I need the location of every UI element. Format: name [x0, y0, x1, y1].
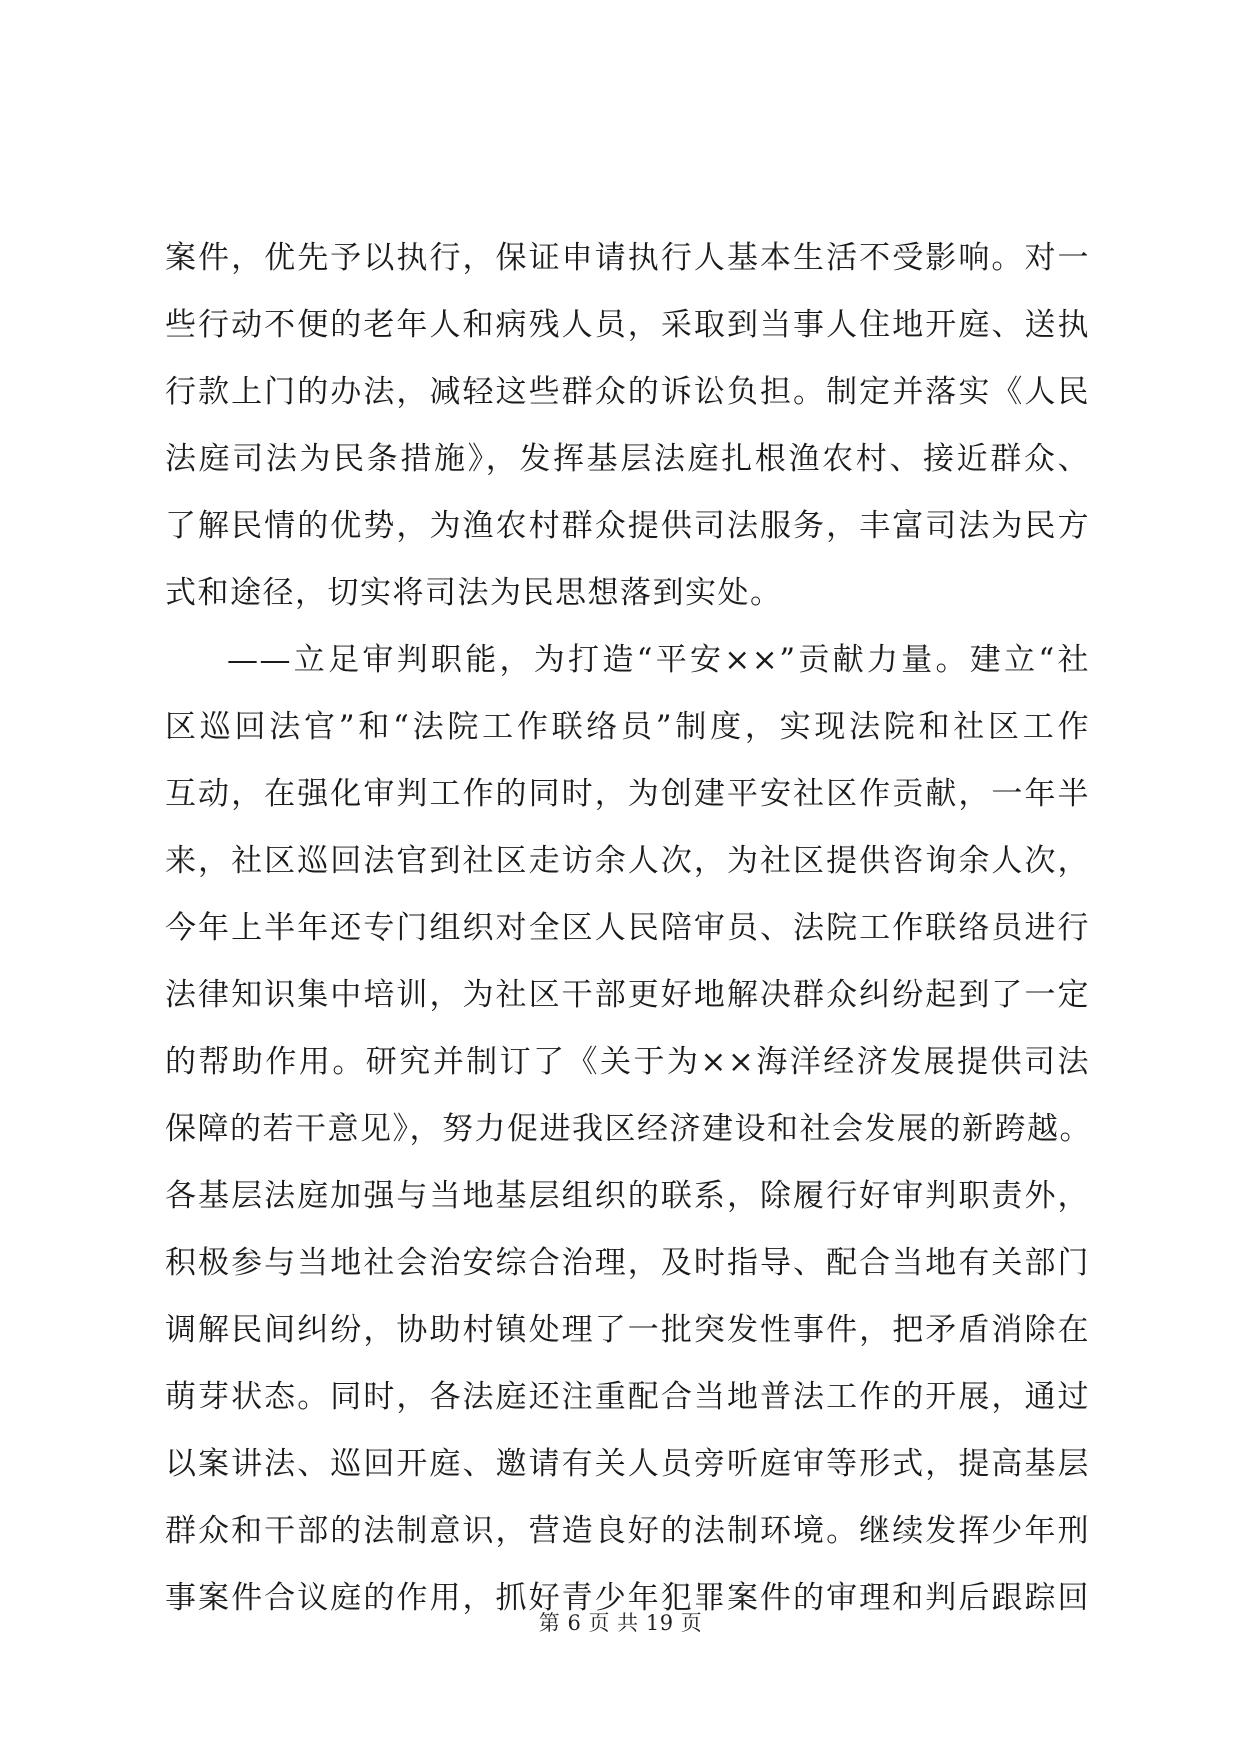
text-line: 互动，在强化审判工作的同时，为创建平安社区作贡献，一年半	[165, 776, 1090, 812]
text-line: 今年上半年还专门组织对全区人民陪审员、法院工作联络员进行	[165, 910, 1090, 946]
text-line: 法律知识集中培训，为社区干部更好地解决群众纠纷起到了一定	[165, 977, 1090, 1013]
text-line: 的帮助作用。研究并制订了《关于为××海洋经济发展提供司法	[165, 1044, 1090, 1080]
text-line: 了解民情的优势，为渔农村群众提供司法服务，丰富司法为民方	[165, 508, 1090, 544]
text-line: 以案讲法、巡回开庭、邀请有关人员旁听庭审等形式，提高基层	[165, 1446, 1090, 1482]
text-line: 行款上门的办法，减轻这些群众的诉讼负担。制定并落实《人民	[165, 374, 1090, 410]
body-text	[165, 225, 1090, 1632]
text-line: 区巡回法官”和“法院工作联络员”制度，实现法院和社区工作	[165, 709, 1090, 745]
text-line: 来，社区巡回法官到社区走访余人次，为社区提供咨询余人次，	[165, 843, 1090, 879]
text-line: 法庭司法为民条措施》，发挥基层法庭扎根渔农村、接近群众、	[165, 441, 1090, 477]
text-line: 各基层法庭加强与当地基层组织的联系，除履行好审判职责外，	[165, 1178, 1090, 1214]
text-line: 案件，优先予以执行，保证申请执行人基本生活不受影响。对一	[165, 240, 1090, 276]
page-number-footer: 第 6 页 共 19 页	[538, 1611, 703, 1635]
text-line: 保障的若干意见》，努力促进我区经济建设和社会发展的新跨越。	[165, 1111, 1092, 1147]
text-line: 些行动不便的老年人和病残人员，采取到当事人住地开庭、送执	[165, 307, 1090, 343]
text-line: 式和途径，切实将司法为民思想落到实处。	[165, 575, 783, 611]
text-line: 萌芽状态。同时，各法庭还注重配合当地普法工作的开展，通过	[165, 1379, 1090, 1415]
text-line: 积极参与当地社会治安综合治理，及时指导、配合当地有关部门	[165, 1245, 1090, 1281]
text-line: 群众和干部的法制意识，营造良好的法制环境。继续发挥少年刑	[165, 1513, 1090, 1549]
text-line: 调解民间纠纷，协助村镇处理了一批突发性事件，把矛盾消除在	[165, 1312, 1090, 1348]
text-line: 事案件合议庭的作用，抓好青少年犯罪案件的审理和判后跟踪回	[165, 1580, 1090, 1616]
text-line: ——立足审判职能，为打造“平安××”贡献力量。建立“社	[227, 642, 1090, 678]
